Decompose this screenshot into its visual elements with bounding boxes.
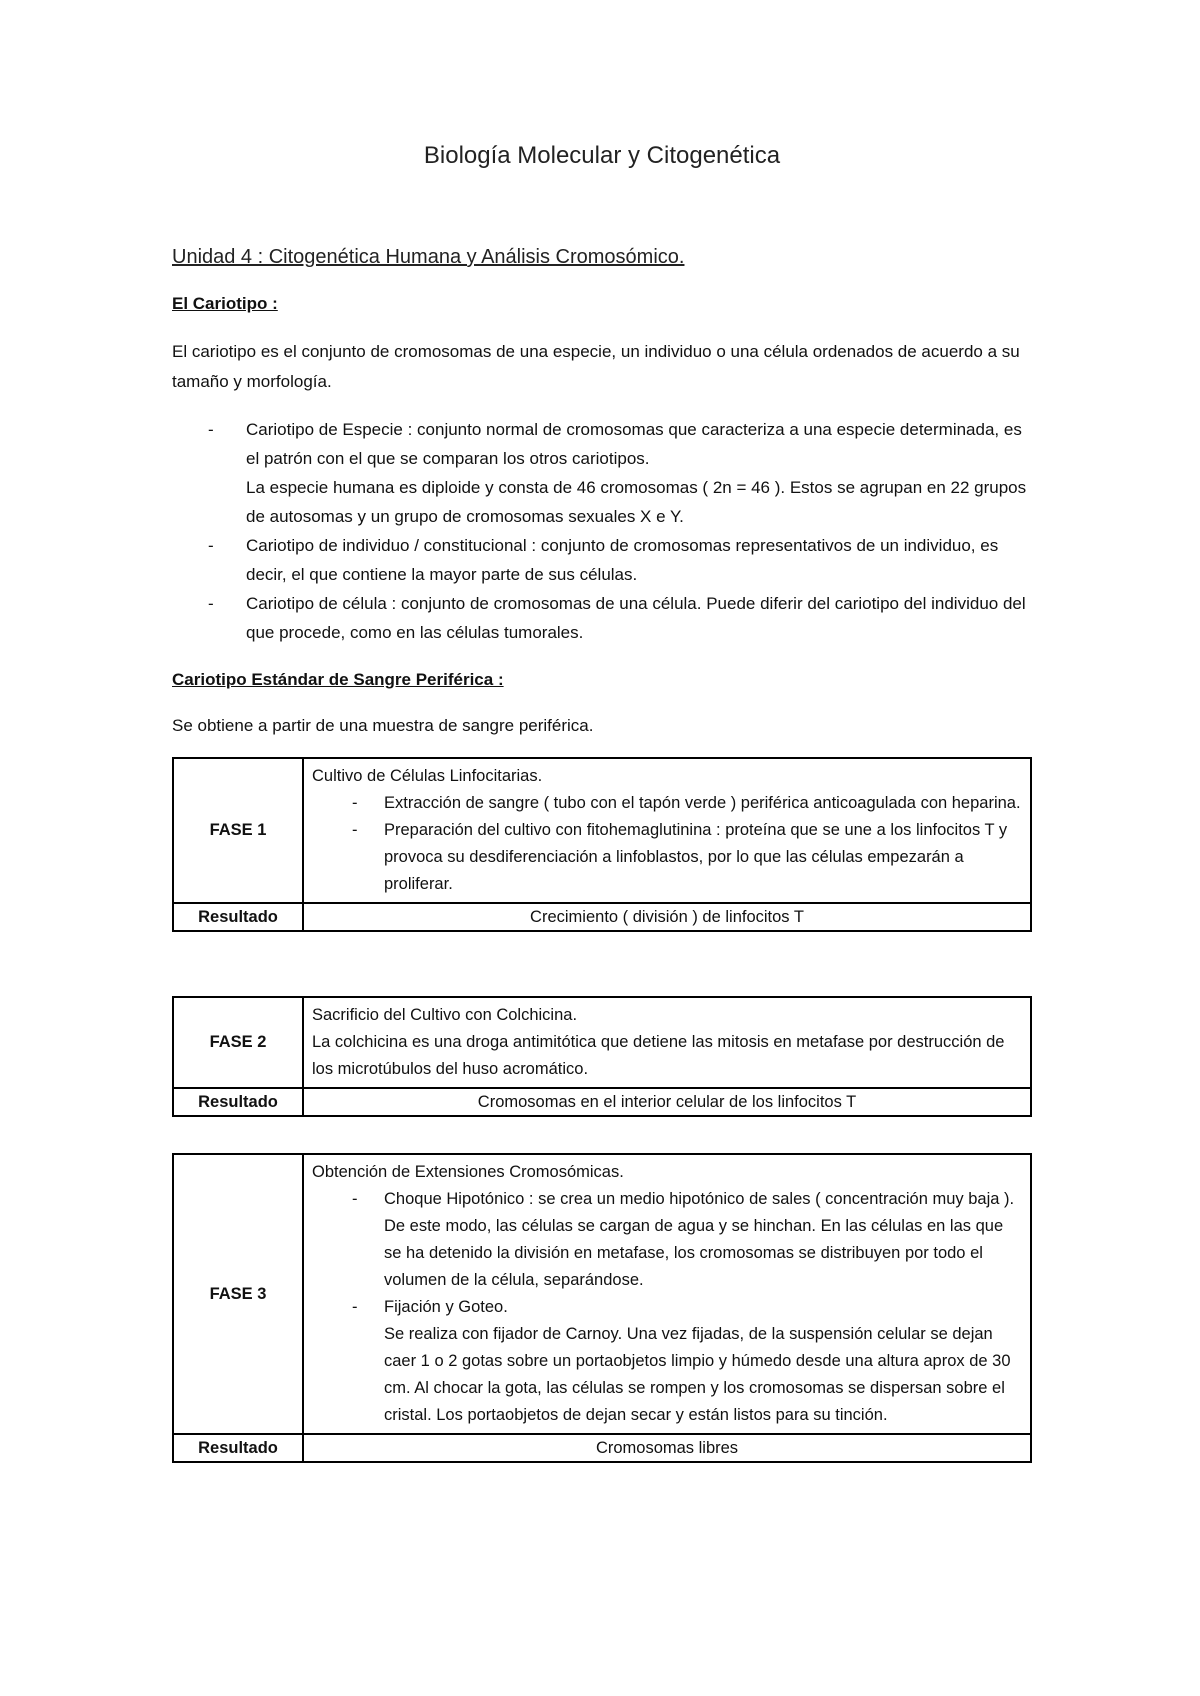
- result-value: Cromosomas libres: [303, 1434, 1031, 1462]
- result-label: Resultado: [173, 1088, 303, 1116]
- list-item: [172, 531, 1032, 589]
- list-item-extra: La especie humana es diploide y consta de 46 cromosomas ( 2n = 46 ). Estos se agrupan en 22 grupos de autosomas y un grupo de cromosomas sexuales X e Y.: [246, 478, 1027, 526]
- list-item: [312, 1294, 1022, 1429]
- result-label: Resultado: [173, 903, 303, 931]
- list-item: [172, 415, 1032, 531]
- section-title-cariotipo: El Cariotipo :: [172, 294, 278, 313]
- phase-label: FASE 1: [173, 758, 303, 903]
- result-value: Crecimiento ( división ) de linfocitos T: [303, 903, 1031, 931]
- phase-steps: [312, 1186, 1022, 1429]
- phase-content: [303, 758, 1031, 903]
- list-item: [172, 589, 1032, 647]
- phase-content: [303, 997, 1031, 1088]
- list-item-text: Fijación y Goteo.: [384, 1298, 508, 1316]
- result-label: Resultado: [173, 1434, 303, 1462]
- phase-heading: Sacrificio del Cultivo con Colchicina.: [312, 1006, 578, 1024]
- document-title: Biología Molecular y Citogenética: [423, 142, 781, 169]
- phase-heading: Obtención de Extensiones Cromosómicas.: [312, 1163, 624, 1181]
- phase-content: [303, 1154, 1031, 1434]
- phase-label: FASE 3: [173, 1154, 303, 1434]
- section2-intro: Se obtiene a partir de una muestra de sangre periférica.: [172, 716, 594, 735]
- list-item-text: Cariotipo de célula : conjunto de cromosomas de una célula. Puede diferir del cariotipo del individuo del que procede, como en las células tumorales.: [246, 594, 1026, 642]
- result-value: Cromosomas en el interior celular de los linfocitos T: [303, 1088, 1031, 1116]
- phase-table-2: [172, 996, 1032, 1117]
- cariotipo-types-list: [172, 415, 1032, 647]
- phase-heading: Cultivo de Células Linfocitarias.: [312, 767, 543, 785]
- phase-table-1: [172, 757, 1032, 932]
- list-item: - Choque Hipotónico : se crea un medio hipotónico de sales ( concentración muy baja ). De este modo, las células se cargan de agua y se hinchan. En las células en las que se ha detenido la división en metafase, los cromosomas se distribuyen por todo el volumen de la célula, separándose.: [312, 1186, 1022, 1294]
- cariotipo-intro: El cariotipo es el conjunto de cromosomas de una especie, un individuo o una célula ordenados de acuerdo a su tamaño y morfología.: [172, 342, 1020, 391]
- phase-body: La colchicina es una droga antimitótica que detiene las mitosis en metafase por destrucción de los microtúbulos del huso acromático.: [312, 1033, 1005, 1078]
- list-item-text: Cariotipo de Especie : conjunto normal de cromosomas que caracteriza a una especie determinada, es el patrón con el que se comparan los otros cariotipos.: [246, 420, 1022, 468]
- list-item: - Preparación del cultivo con fitohemaglutinina : proteína que se une a los linfocitos T y provoca su desdiferenciación a linfoblastos, por lo que las células empezarán a proliferar.: [312, 817, 1022, 898]
- phase-label: FASE 2: [173, 997, 303, 1088]
- phase-table-3: [172, 1153, 1032, 1463]
- list-item-extra: Se realiza con fijador de Carnoy. Una vez fijadas, de la suspensión celular se dejan caer 1 o 2 gotas sobre un portaobjetos limpio y húmedo desde una altura aprox de 30 cm. Al chocar la gota, las células se rompen y los cromosomas se dispersan sobre el cristal. Los portaobjetos de dejan secar y están listos para su tinción.: [384, 1325, 1011, 1424]
- phase-steps: [312, 790, 1022, 898]
- list-item-text: Cariotipo de individuo / constitucional : conjunto de cromosomas representativos de un individuo, es decir, el que contiene la mayor parte de sus células.: [246, 536, 999, 584]
- section-title-cariotipo-estandar: Cariotipo Estándar de Sangre Periférica :: [172, 670, 504, 689]
- unit-title: Unidad 4 : Citogenética Humana y Análisis Cromosómico.: [172, 246, 685, 268]
- list-item: - Extracción de sangre ( tubo con el tapón verde ) periférica anticoagulada con heparina.: [312, 790, 1022, 817]
